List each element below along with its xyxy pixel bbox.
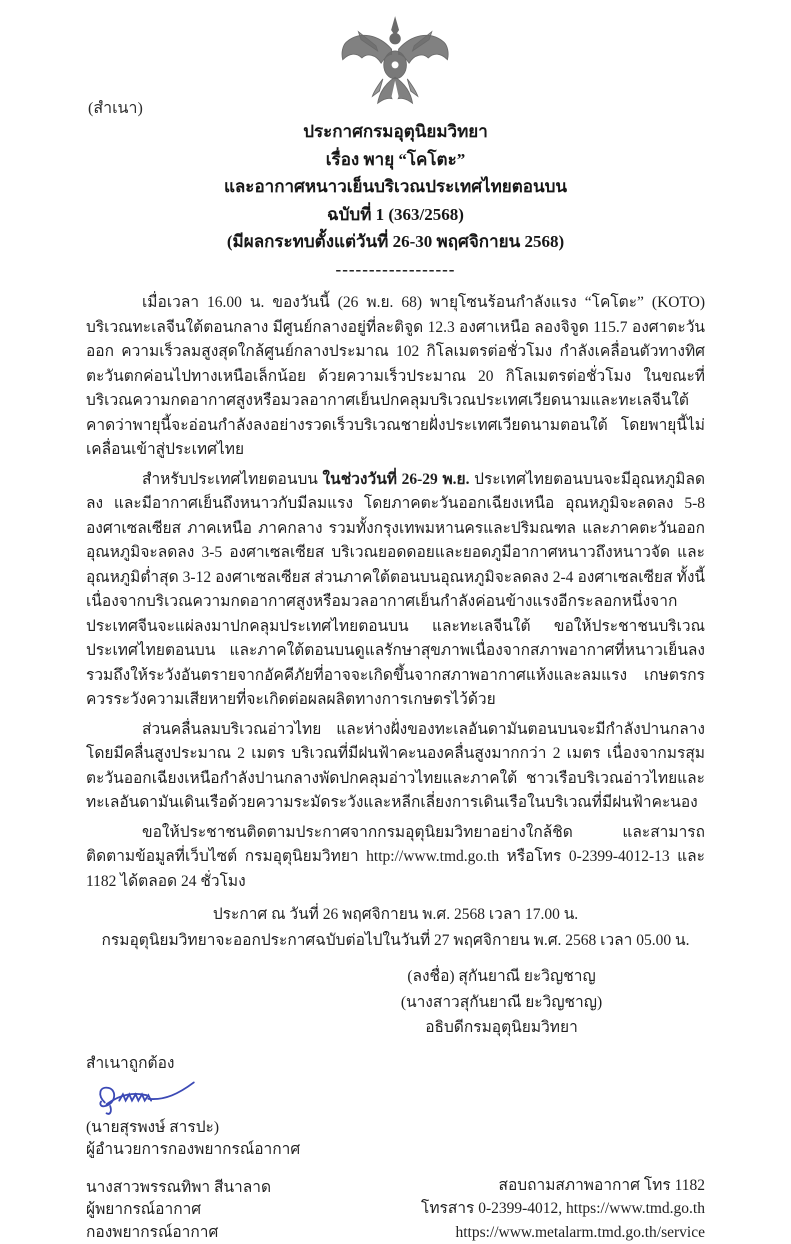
- p2-date-range-bold: ในช่วงวันที่ 26-29 พ.ย.: [323, 471, 470, 488]
- forecaster-block: [86, 1177, 300, 1244]
- paragraph-storm-status: เมื่อเวลา 16.00 น. ของวันนี้ (26 พ.ย. 68) พายุโซนร้อนกำลังแรง “โคโตะ” (KOTO) บริเวณทะเลจีนใต้ตอนกลาง มีศูนย์กลางอยู่ที่ละติจูด 12.3 องศาเหนือ ลองจิจูด 115.7 องศาตะวันออก ความเร็วลมสูงสุดใกล้ศูนย์กลางประมาณ 102 กิโลเมตรต่อชั่วโมง กำลังเคลื่อนตัวทางทิศตะวันตกค่อนไปทางเหนือเล็กน้อย ด้วยความเร็วประมาณ 20 กิโลเมตรต่อชั่วโมง ในขณะที่บริเวณความกดอากาศสูงหรือมวลอากาศเย็นปกคลุมบริเวณประเทศเวียดนามและทะเลจีนใต้ คาดว่าพายุนี้จะอ่อนกำลังลงอย่างรวดเร็วบริเวณชายฝั่งประเทศเวียดนามตอนใต้ โดยพายุนี้ไม่เคลื่อนเข้าสู่ประเทศไทย: [86, 291, 705, 463]
- separator-dashes: ------------------: [86, 256, 705, 284]
- contact-fax-website-line: โทรสาร 0-2399-4012, https://www.tmd.go.th: [421, 1197, 705, 1221]
- certifier-name: (นายสุรพงษ์ สารปะ): [86, 1117, 300, 1140]
- contact-phone-line: สอบถามสภาพอากาศ โทร 1182: [421, 1174, 705, 1198]
- paragraph-follow-updates: ขอให้ประชาชนติดตามประกาศจากกรมอุตุนิยมวิทยาอย่างใกล้ชิด และสามารถติดตามข้อมูลที่เว็บไซต์ กรมอุตุนิยมวิทยา http://www.tmd.go.th หรือโทร 0-2399-4012-13 และ 1182 ได้ตลอด 24 ชั่วโมง: [86, 821, 705, 895]
- issue-number: ฉบับที่ 1 (363/2568): [86, 201, 705, 229]
- title-block: [86, 118, 705, 283]
- issued-block: [86, 902, 705, 953]
- contact-metalarm-url: https://www.metalarm.tmd.go.th/service: [421, 1221, 705, 1244]
- footer-row: [86, 1053, 705, 1244]
- signed-by-line: (ลงชื่อ) สุกันยาณี ยะวิญชาญ: [298, 964, 705, 990]
- document-title: ประกาศกรมอุตุนิยมวิทยา: [86, 118, 705, 146]
- p2-prefix: สำหรับประเทศไทยตอนบน: [142, 471, 323, 488]
- next-issue-line: กรมอุตุนิยมวิทยาจะออกประกาศฉบับต่อไปในวันที่ 27 พฤศจิกายน พ.ศ. 2568 เวลา 05.00 น.: [86, 928, 705, 954]
- announcement-body: [86, 291, 705, 894]
- certifier-position: ผู้อำนวยการกองพยากรณ์อากาศ: [86, 1139, 300, 1162]
- issued-date-line: ประกาศ ณ วันที่ 26 พฤศจิกายน พ.ศ. 2568 เวลา 17.00 น.: [86, 902, 705, 928]
- contact-column: [421, 1174, 705, 1244]
- paragraph-sea-waves: ส่วนคลื่นลมบริเวณอ่าวไทย และห่างฝั่งของทะเลอันดามันตอนบนจะมีกำลังปานกลาง โดยมีคลื่นสูงประมาณ 2 เมตร บริเวณที่มีฝนฟ้าคะนองคลื่นสูงมากกว่า 2 เมตร เนื่องจากมรสุมตะวันออกเฉียงเหนือกำลังปานกลางพัดปกคลุมอ่าวไทยและภาคใต้ ชาวเรือบริเวณอ่าวไทยและทะเลอันดามันเดินเรือด้วยความระมัดระวังและหลีกเลี่ยงการเดินเรือในบริเวณที่มีฝนฟ้าคะนอง: [86, 718, 705, 816]
- certification-column: [86, 1053, 300, 1244]
- subject-line: เรื่อง พายุ “โคโตะ”: [86, 146, 705, 174]
- p2-rest: ประเทศไทยตอนบนจะมีอุณหภูมิลดลง และมีอากาศเย็นถึงหนาวกับมีลมแรง โดยภาคตะวันออกเฉียงเหนือ อุณหภูมิจะลดลง 5-8 องศาเซลเซียส ภาคเหนือ ภาคกลาง รวมทั้งกรุงเทพมหานครและปริมณฑล และภาคตะวันออก อุณหภูมิจะลดลง 3-5 องศาเซลเซียส บริเวณยอดดอยและยอดภูมีอากาศหนาวถึงหนาวจัด และอุณหภูมิต่ำสุด 3-12 องศาเซลเซียส ส่วนภาคใต้ตอนบนอุณหภูมิจะลดลง 2-4 องศาเซลเซียส ทั้งนี้เนื่องจากบริเวณความกดอากาศสูงหรือมวลอากาศเย็นกำลังค่อนข้างแรงอีกระลอกหนึ่งจากประเทศจีนจะแผ่ลงมาปกคลุมประเทศไทยตอนบน และทะเลจีนใต้ ขอให้ประชาชนบริเวณประเทศไทยตอนบน และภาคใต้ตอนบนดูแลรักษาสุขภาพเนื่องจากสภาพอากาศที่หนาวเย็นลง รวมถึงให้ระวังอันตรายจากอัคคีภัยที่อาจจะเกิดขึ้นจากสภาพอากาศแห้งและลมแรง เกษตรกรควรระวังความเสียหายที่จะเกิดต่อผลผลิตทางการเกษตรไว้ด้วย: [86, 471, 705, 709]
- effective-dates: (มีผลกระทบตั้งแต่วันที่ 26-30 พฤศจิกายน 2568): [86, 228, 705, 256]
- forecaster-name: นางสาวพรรณทิพา สีนาลาด: [86, 1177, 300, 1200]
- handwritten-signature-icon: [92, 1077, 300, 1117]
- garuda-emblem-icon: [334, 99, 456, 116]
- forecaster-division: กองพยากรณ์อากาศ: [86, 1222, 300, 1244]
- subject-line-2: และอากาศหนาวเย็นบริเวณประเทศไทยตอนบน: [86, 173, 705, 201]
- garuda-emblem-wrap: [86, 16, 705, 114]
- paragraph-temperature-forecast: [86, 468, 705, 713]
- signer-position: อธิบดีกรมอุตุนิยมวิทยา: [298, 1015, 705, 1041]
- forecaster-position: ผู้พยากรณ์อากาศ: [86, 1199, 300, 1222]
- certified-copy-label: สำเนาถูกต้อง: [86, 1053, 300, 1075]
- signer-name: (นางสาวสุกันยาณี ยะวิญชาญ): [298, 990, 705, 1016]
- signer-block: [298, 964, 705, 1041]
- copy-label: (สำเนา): [88, 96, 143, 121]
